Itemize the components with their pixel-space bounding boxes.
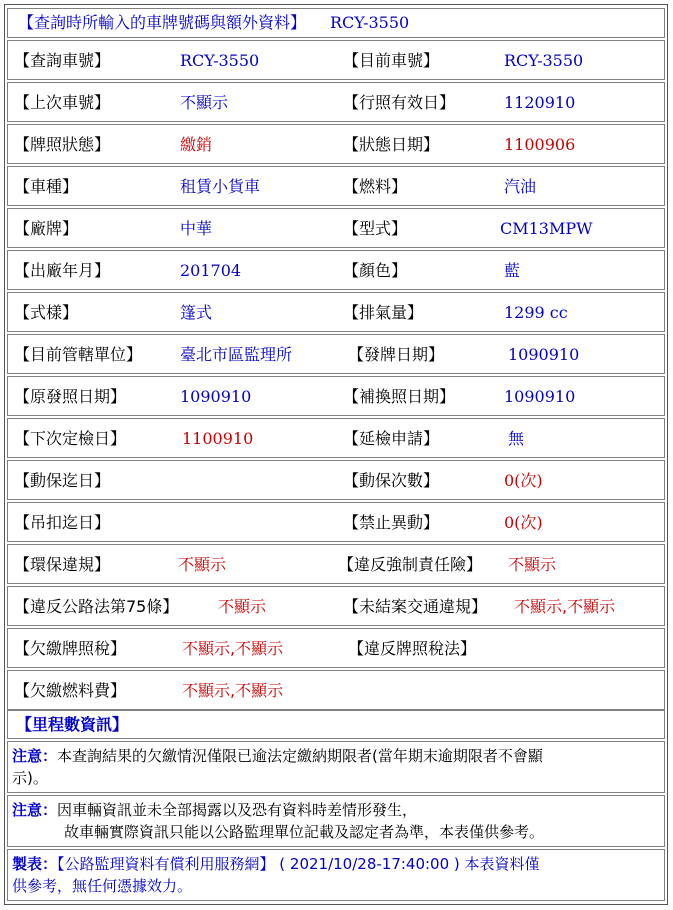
data-row: [7, 82, 665, 122]
field-label: 【吊扣迄日】: [14, 513, 111, 532]
field-value: 不顯示,不顯示: [182, 639, 284, 658]
footer: [7, 849, 665, 901]
data-row: [7, 544, 665, 584]
field-label: 【欠繳牌照稅】: [14, 639, 127, 658]
field-value: 不顯示,不顯示: [182, 681, 284, 700]
field-label: 【牌照狀態】: [14, 135, 111, 154]
field-value: RCY-3550: [180, 51, 260, 70]
data-row: [7, 40, 665, 80]
title-label: 【查詢時所輸入的車牌號碼與額外資料】: [18, 13, 307, 32]
field-label: 【違反牌照稅法】: [348, 639, 477, 658]
field-value: 1090910: [508, 345, 580, 364]
data-row: [7, 208, 665, 248]
field-label: 【禁止異動】: [343, 513, 440, 532]
field-value: 不顯示: [180, 93, 229, 112]
note-2-text-line1: 因車輛資訊並未全部揭露以及恐有資料時差情形發生，: [57, 801, 418, 819]
field-label: 【未結案交通違規】: [343, 597, 488, 616]
data-row: [7, 166, 665, 206]
field-value: 1120910: [504, 93, 576, 112]
note-1-text-line1: 本查詢結果的欠繳情況僅限已逾法定繳納期限者(當年期末逾期限者不會顯: [57, 747, 543, 765]
field-label: 【違反公路法第75條】: [14, 597, 179, 616]
field-value: 租賃小貨車: [180, 177, 261, 196]
footer-prefix: 製表：: [12, 855, 58, 873]
note-2-prefix: 注意：: [12, 801, 58, 819]
data-row: [7, 418, 665, 458]
field-value: RCY-3550: [504, 51, 584, 70]
title-row: [7, 8, 665, 38]
data-row: [7, 124, 665, 164]
field-label: 【目前車號】: [343, 51, 440, 70]
field-label: 【違反強制責任險】: [338, 555, 483, 574]
field-label: 【補換照日期】: [343, 387, 456, 406]
data-row: [7, 670, 665, 710]
field-label: 【廠牌】: [14, 219, 79, 238]
field-label: 【查詢車號】: [14, 51, 111, 70]
field-label: 【動保迄日】: [14, 471, 111, 490]
data-row: [7, 586, 665, 626]
field-label: 【型式】: [343, 219, 408, 238]
note-1-text-line2: 示)。: [12, 769, 48, 787]
field-label: 【車種】: [14, 177, 79, 196]
field-value: 藍: [504, 261, 521, 280]
note-1: [7, 741, 665, 793]
field-label: 【下次定檢日】: [14, 429, 127, 448]
note-2-text-line2: 故車輛實際資訊只能以公路監理單位記載及認定者為準，本表僅供參考。: [64, 823, 545, 841]
field-value: 繳銷: [180, 135, 213, 154]
field-label: 【原發照日期】: [14, 387, 127, 406]
field-value: 不顯示,不顯示: [514, 597, 616, 616]
data-row: [7, 250, 665, 290]
field-value: 汽油: [504, 177, 537, 196]
field-value: 1090910: [504, 387, 576, 406]
field-label: 【上次車號】: [14, 93, 111, 112]
data-row: [7, 334, 665, 374]
field-value: 0(次): [504, 471, 543, 490]
data-row: [7, 376, 665, 416]
field-value: 1299 cc: [504, 303, 568, 322]
field-value: 無: [508, 429, 525, 448]
field-value: 1090910: [180, 387, 252, 406]
footer-text-line1: 【公路監理資料有償利用服務網】 ( 2021/10/28-17:40:00 ) 本表資料僅: [57, 855, 540, 873]
field-label: 【式樣】: [14, 303, 79, 322]
field-value: 1100910: [182, 429, 254, 448]
field-value: 不顯示: [508, 555, 557, 574]
data-row: [7, 292, 665, 332]
field-value: 1100906: [504, 135, 576, 154]
field-label: 【行照有效日】: [343, 93, 456, 112]
field-label: 【環保違規】: [14, 555, 111, 574]
field-value: 0(次): [504, 513, 543, 532]
field-label: 【狀態日期】: [343, 135, 440, 154]
field-value: CM13MPW: [500, 219, 593, 238]
data-row: [7, 502, 665, 542]
field-label: 【動保次數】: [343, 471, 440, 490]
mileage-row: [7, 710, 665, 739]
title-plate: RCY-3550: [330, 13, 410, 32]
field-label: 【目前管轄單位】: [14, 345, 143, 364]
mileage-label: 【里程數資訊】: [16, 715, 129, 734]
field-value: 不顯示: [218, 597, 267, 616]
field-value: 中華: [180, 219, 213, 238]
field-label: 【發牌日期】: [348, 345, 445, 364]
field-label: 【欠繳燃料費】: [14, 681, 127, 700]
field-value: 臺北市區監理所: [180, 345, 293, 364]
field-label: 【延檢申請】: [343, 429, 440, 448]
field-value: 不顯示: [178, 555, 227, 574]
field-label: 【顏色】: [343, 261, 408, 280]
footer-text-line2: 供參考，無任何憑據效力。: [12, 877, 193, 895]
note-1-prefix: 注意：: [12, 747, 58, 765]
field-label: 【出廠年月】: [14, 261, 111, 280]
report-table: [4, 4, 668, 905]
note-2: [7, 795, 665, 847]
data-row: [7, 460, 665, 500]
field-label: 【燃料】: [343, 177, 408, 196]
field-value: 201704: [180, 261, 242, 280]
data-row: [7, 628, 665, 668]
field-label: 【排氣量】: [343, 303, 424, 322]
field-value: 篷式: [180, 303, 213, 322]
